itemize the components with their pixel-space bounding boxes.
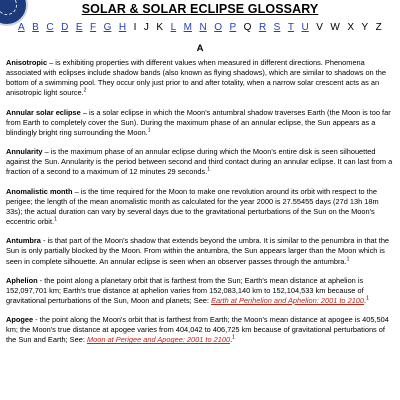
glossary-term: Apogee xyxy=(6,315,34,325)
glossary-term: Annular solar eclipse xyxy=(6,107,81,117)
glossary-term: Aphelion xyxy=(6,275,38,285)
page-title: SOLAR & SOLAR ECLIPSE GLOSSARY xyxy=(81,2,319,16)
glossary-definition: - is that part of the Moon's shadow that extends beyond the umbra. It is similar to the penumbra in that the Sun is only partially blocked by the Moon. From within the antumbra, the Sun appears larger than the Moon which is seen in complete silhouette. An annular eclipse is seen when an observer passes through the antumbra. xyxy=(6,236,390,266)
alphabet-letter-r[interactable]: R xyxy=(258,22,267,33)
alphabet-letter-b[interactable]: B xyxy=(32,22,39,33)
alphabet-letter-s[interactable]: S xyxy=(273,22,281,33)
glossary-term: Annularity xyxy=(6,147,43,157)
alphabet-letter-j: J xyxy=(143,22,149,33)
footnote-marker: 1 xyxy=(147,127,151,134)
glossary-definition: - the point along a planetary orbit that is farthest from the Sun; Earth's mean distance at aphelion is 152,097,701 km; Earth's true distance at aphelion varies from 152,083,140 km to 152,104,533 km because of gravitational perturbations of the Sun, Moon and planets; See: xyxy=(6,275,364,305)
footnote-marker: 1 xyxy=(54,216,57,223)
alphabet-letter-t[interactable]: T xyxy=(287,22,294,33)
alphabet-letter-g[interactable]: G xyxy=(103,22,112,33)
glossary-definition: - the point along the Moon's orbit that is farthest from Earth; the Moon's mean distance at apogee is 405,504 km; the Moon's true distance at apogee varies from 404,042 to 406,725 km because of gravitational perturbations of the Sun and Earth; See: xyxy=(6,315,389,345)
alphabet-letter-v: V xyxy=(316,22,323,33)
glossary-term: Anisotropic xyxy=(6,58,48,67)
alphabet-letter-d[interactable]: D xyxy=(61,22,69,33)
alphabet-letter-u[interactable]: U xyxy=(301,22,309,33)
alphabet-letter-a[interactable]: A xyxy=(18,22,25,33)
footnote-marker: 1 xyxy=(346,256,350,263)
glossary-content xyxy=(6,58,394,355)
alphabet-letter-x: X xyxy=(347,22,354,33)
glossary-entry xyxy=(6,315,394,345)
period: . xyxy=(364,295,367,305)
alphabet-letter-z: Z xyxy=(375,22,382,33)
period: . xyxy=(230,335,233,345)
alphabet-letter-m[interactable]: M xyxy=(183,22,192,33)
alphabet-letter-q: Q xyxy=(243,22,252,33)
alphabet-letter-e[interactable]: E xyxy=(75,22,83,33)
glossary-definition: – is a solar eclipse in which the Moon's antumbral shadow traverses Earth (the Moon is too far from Earth to completely cover the Sun). During the maximum phase of an annular eclipse, the Sun appears as a blindingly bright ring surrounding the Moon. xyxy=(6,107,391,137)
reference-link[interactable]: Moon at Perigee and Apogee: 2001 to 2100 xyxy=(86,335,231,345)
glossary-entry xyxy=(6,108,394,138)
footnote-marker: 1 xyxy=(207,166,211,173)
reference-link[interactable]: Earth at Perihelion and Aphelion: 2001 to 2100 xyxy=(211,295,365,305)
alphabet-letter-f[interactable]: F xyxy=(89,22,97,33)
alphabet-letter-i: I xyxy=(133,22,137,33)
glossary-definition: – is the time required for the Moon to make one revolution around its orbit with respect to the perigee; the length of the mean anomalistic month as calculated for the year 2000 is 27.55455 days (27d 13h 18m 33s); the actual duration can vary by several days due to the gravitational perturbations of the Sun on the Moon's eccentric orbit. xyxy=(6,186,379,227)
alphabet-letter-k: K xyxy=(156,22,164,33)
alphabet-nav xyxy=(18,22,382,33)
alphabet-letter-l[interactable]: L xyxy=(170,22,177,33)
alphabet-letter-c[interactable]: C xyxy=(46,22,54,33)
glossary-entry xyxy=(6,236,394,266)
glossary-definition: – is exhibiting properties with different values when measured in different directions. Phenomena associated with eclipses include shadow bands (also known as flying shadows), which are similar to shadows on the bottom of a swimming pool. They occur only just prior to and after totality, when a narrow solar crescent acts as an anisotropic light source. xyxy=(6,58,386,98)
glossary-entry xyxy=(6,187,394,228)
alphabet-letter-o[interactable]: O xyxy=(214,22,222,33)
section-heading: A xyxy=(196,43,204,54)
footnote-marker: 1 xyxy=(232,334,235,341)
glossary-term: Antumbra xyxy=(6,236,41,246)
glossary-term: Anomalistic month xyxy=(6,186,73,196)
glossary-definition: – is the maximum phase of an annular eclipse during which the Moon's entire disk is seen silhouetted against the Sun. Annularity is the period between second and third contact during an annular eclipse. It can last from a fraction of a second to a maximum of 12 minutes 29 seconds. xyxy=(6,147,393,177)
alphabet-letter-p[interactable]: P xyxy=(229,22,237,33)
glossary-entry xyxy=(6,58,394,99)
footnote-marker: 2 xyxy=(83,88,87,94)
alphabet-letter-n[interactable]: N xyxy=(199,22,207,33)
glossary-entry xyxy=(6,276,394,306)
alphabet-letter-w: W xyxy=(330,22,340,33)
alphabet-letter-h[interactable]: H xyxy=(118,22,127,33)
glossary-entry xyxy=(6,147,394,177)
footnote-marker: 1 xyxy=(366,295,369,302)
alphabet-letter-y: Y xyxy=(361,22,369,33)
